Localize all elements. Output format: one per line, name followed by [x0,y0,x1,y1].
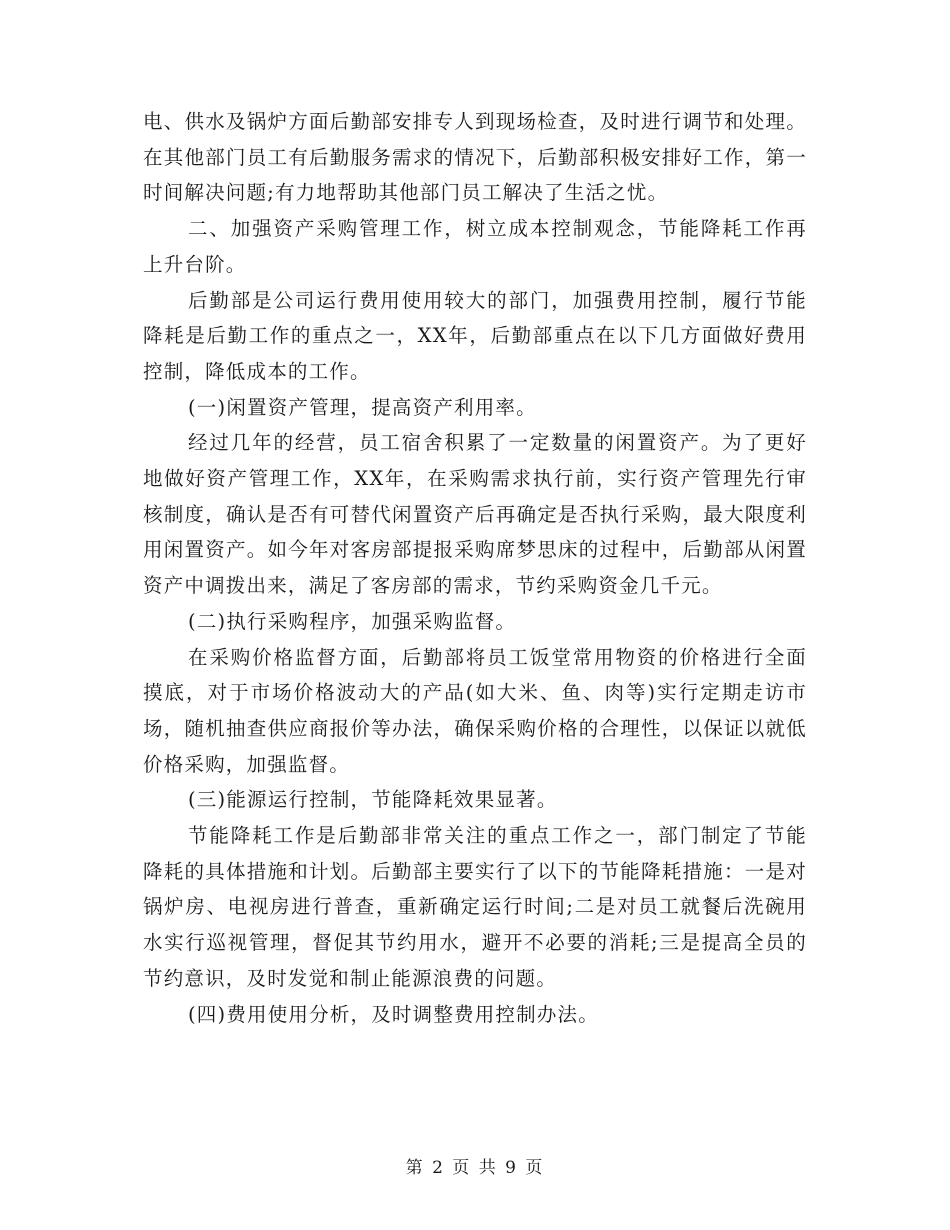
page-footer [0,1153,950,1178]
document-body [143,104,807,1032]
subheading-2: (二)执行采购程序，加强采购监督。 [188,609,517,633]
paragraph-intro: 后勤部是公司运行费用使用较大的部门，加强费用控制，履行节能降耗是后勤工作的重点之一，XX年，后勤部重点在以下几方面做好费用控制，降低成本的工作。 [143,288,807,383]
paragraph-continuation: 电、供水及锅炉方面后勤部安排专人到现场检查，及时进行调节和处理。在其他部门员工有后勤服务需求的情况下，后勤部积极安排好工作，第一时间解决问题;有力地帮助其他部门员工解决了生活之忧。 [143,110,807,205]
section-heading-2: 二、加强资产采购管理工作，树立成本控制观念，节能降耗工作再上升台阶。 [143,217,807,276]
subheading-4: (四)费用使用分析，及时调整费用控制办法。 [188,1002,599,1026]
paragraph-procurement: 在采购价格监督方面，后勤部将员工饭堂常用物资的价格进行全面摸底，对于市场价格波动大的产品(如大米、鱼、肉等)实行定期走访市场，随机抽查供应商报价等办法，确保采购价格的合理性，以保证以就低价格采购，加强监督。 [143,645,807,776]
paragraph-idle-assets: 经过几年的经营，员工宿舍积累了一定数量的闲置资产。为了更好地做好资产管理工作，XX年，在采购需求执行前，实行资产管理先行审核制度，确认是否有可替代闲置资产后再确定是否执行采购，最大限度利用闲置资产。如今年对客房部提报采购席梦思床的过程中，后勤部从闲置资产中调拨出来，满足了客房部的需求，节约采购资金几千元。 [143,431,807,598]
subheading-1: (一)闲置资产管理，提高资产利用率。 [188,395,537,419]
page-number: 第 2 页 共 9 页 [405,1158,545,1178]
paragraph-energy: 节能降耗工作是后勤部非常关注的重点工作之一，部门制定了节能降耗的具体措施和计划。后勤部主要实行了以下的节能降耗措施：一是对锅炉房、电视房进行普查，重新确定运行时间;二是对员工就餐后洗碗用水实行巡视管理，督促其节约用水，避开不必要的消耗;三是提高全员的节约意识，及时发觉和制止能源浪费的问题。 [143,824,807,990]
subheading-3: (三)能源运行控制，节能降耗效果显著。 [188,788,558,812]
